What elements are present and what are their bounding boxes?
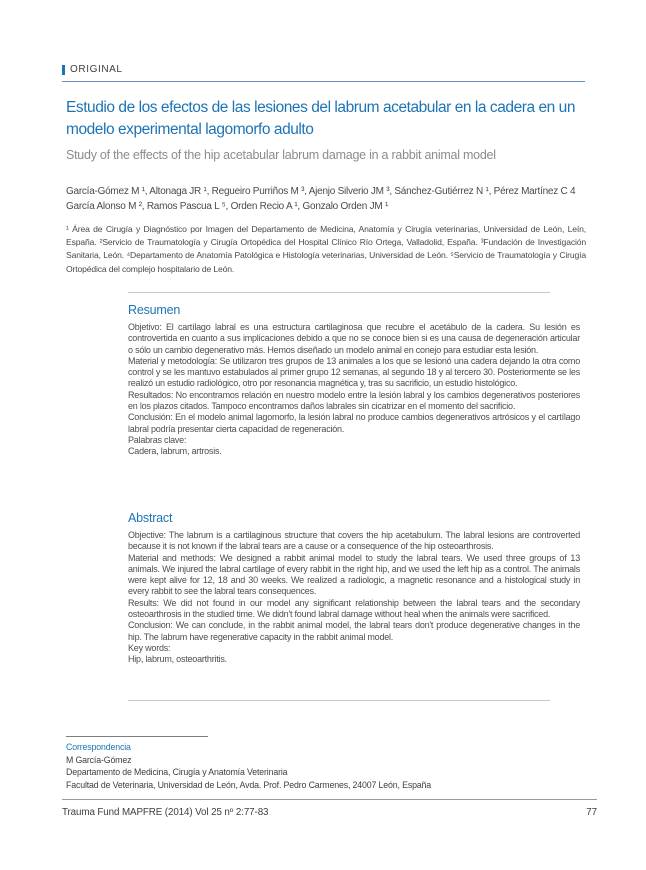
abstract-conclusion: Conclusion: We can conclude, in the rabbit animal model, the labral tears don't produce degenerative changes in the hip. The labrum have regenerative capacity in the rabbit animal model.	[128, 620, 580, 642]
correspondence-heading: Correspondencia	[66, 742, 131, 752]
article-title-spanish: Estudio de los efectos de las lesiones del labrum acetabular en la cadera en un modelo experimental lagomorfo adulto	[66, 99, 576, 138]
abstract-objective: Objective: The labrum is a cartilaginous structure that covers the hip acetabulum. The labral lesions are controverted because it is not known if the labral tears are a cause or a consequence of the hip osteoarthrosis.	[128, 530, 580, 552]
resumen-material: Material y metodología: Se utilizaron tres grupos de 13 animales a los que se lesionó una cadera dejando la otra como control y se les mantuvo estabulados al primer grupo 12 semanas, al segundo 18 y al tercero 30. Posteriormente se les realizó un estudio radiológico, otro por resonancia magnética y, tras su sacrificio, un estudio histológico.	[128, 355, 580, 389]
footer-citation: Trauma Fund MAPFRE (2014) Vol 25 nº 2:77-83	[62, 807, 269, 818]
resumen-palabras-clave: Cadera, labrum, artrosis.	[128, 446, 222, 457]
resumen-resultados: Resultados: No encontramos relación en nuestro modelo entre la lesión labral y los cambios degenerativos posteriores en los plazos citados. Tampoco encontramos daños labrales sin cicatrizar en el momento del sacrificio.	[128, 389, 580, 412]
authors-line-1: García-Gómez M ¹, Altonaga JR ¹, Regueiro Purriños M ³, Ajenjo Silverio JM ³, Sánchez-Gutiérrez N ¹, Pérez Martínez C 4	[66, 186, 576, 197]
resumen-palabras-clave-label: Palabras clave:	[128, 434, 187, 445]
abstract-keywords-label: Key words:	[128, 642, 171, 653]
correspondence-rule	[66, 736, 208, 737]
page-footer	[62, 799, 597, 818]
abstract-section	[128, 511, 580, 666]
resumen-heading: Resumen	[128, 303, 181, 317]
correspondence-address: Facultad de Veterinaria, Universidad de León, Avda. Prof. Pedro Carmenes, 24007 León, España	[66, 779, 432, 790]
resumen-section	[128, 303, 580, 458]
correspondence-department: Departamento de Medicina, Cirugía y Anatomía Veterinaria	[66, 767, 288, 777]
affiliations: ¹ Área de Cirugía y Diagnóstico por Imagen del Departamento de Medicina, Anatomía y Cirugía veterinarias, Universidad de León, Leín, España. ²Servicio de Traumatología y Cirugía Ortopédica del Hospital Clínico Río Ortega, Valladolid, España. ³Fundación de Investigación Sanitaria, León. ⁴Departamento de Anatomía Patológica e Histología veterinarias, Universidad de León. ⁵Servicio de Traumatología y Cirugía Ortopédica del complejo hospitalario de León.	[66, 224, 586, 274]
resumen-objetivo: Objetivo: El cartílago labral es una estructura cartilaginosa que recubre el acetábulo de la cadera. Su lesión es controvertida en cuanto a sus implicaciones debido a que no se conoce bien si es una causa de degeneración articular o sólo un cambio degenerativo más. Hemos diseñado un modelo animal en conejo para estudiar esta lesión.	[128, 322, 580, 355]
title-block	[66, 97, 611, 163]
abstract-results: Results: We did not found in our model any significant relationship between the labral tears and the secondary osteoarthrosis in the studied time. We didn't found labral damage without heal when the animals were sacrificed.	[128, 597, 580, 620]
resumen-conclusion: Conclusión: En el modelo animal lagomorfo, la lesión labral no produce cambios degenerativos artrósicos y el cartílago labral podría presentar cierta capacidad de regeneración.	[128, 412, 580, 434]
section-kicker-label: ORIGINAL	[70, 64, 123, 75]
article-title-english: Study of the effects of the hip acetabular labrum damage in a rabbit animal model	[66, 148, 496, 162]
section-kicker	[62, 64, 585, 82]
abstract-keywords: Hip, labrum, osteoarthritis.	[128, 654, 227, 665]
resumen-body	[128, 322, 580, 458]
section-marker-icon	[62, 65, 65, 75]
correspondence-block	[66, 736, 591, 791]
footer-page-number: 77	[586, 807, 597, 818]
abstract-body	[128, 530, 580, 666]
abstract-methods: Material and methods: We designed a rabbit animal model to study the labral tears. We used three groups of 13 animals. We injured the labral cartilage of every rabbit in the right hip, and we used the left hip as a control. The animals were kept alive for 12, 18 and 30 weeks. We realized a radiologic, a magnetic resonance and a histological study in every rabbit to see the labral tears consequences.	[128, 552, 580, 597]
abstract-heading: Abstract	[128, 511, 173, 525]
abstract-top-divider	[128, 292, 550, 293]
authors-list	[66, 184, 641, 214]
correspondence-name: M García-Gómez	[66, 754, 132, 765]
abstract-bottom-divider	[128, 700, 550, 701]
authors-line-2: García Alonso M ², Ramos Pascua L ⁵, Orden Recio A ¹, Gonzalo Orden JM ¹	[66, 201, 389, 212]
